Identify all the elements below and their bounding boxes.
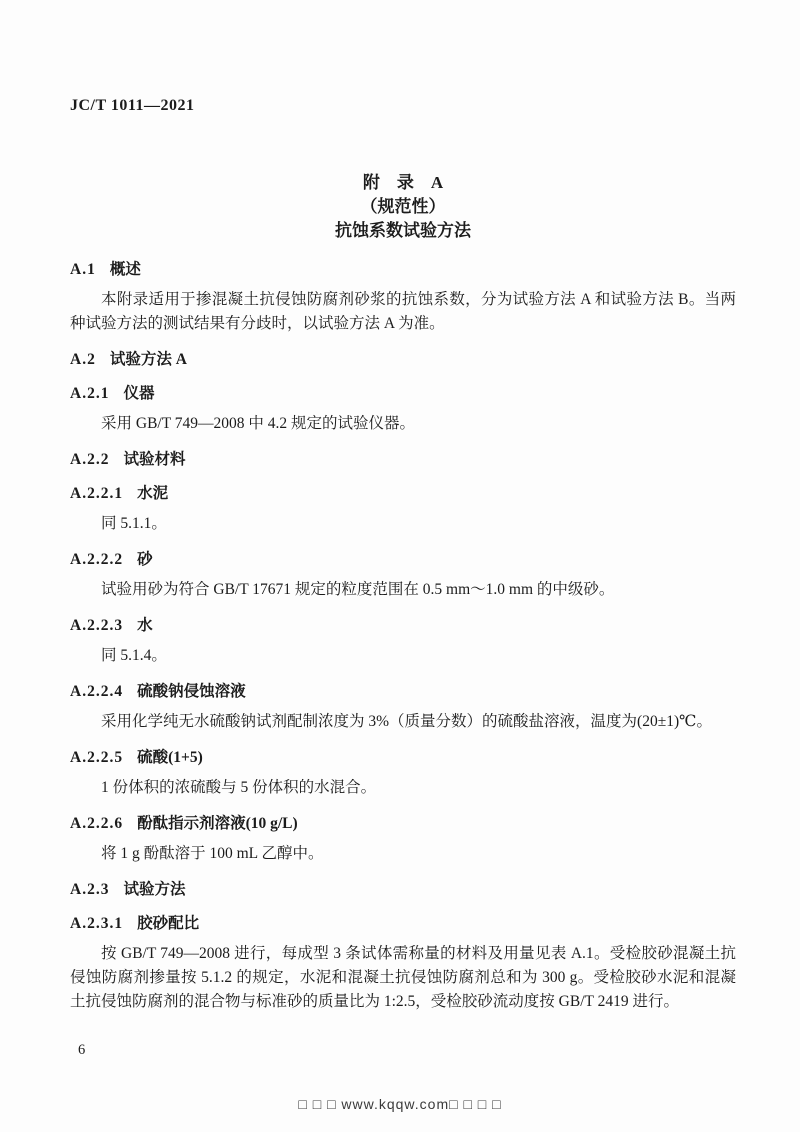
heading-a-2-3 [70, 879, 736, 900]
para-a-2-2-1: 同 5.1.1。 [101, 515, 167, 532]
heading-a-2-2-1 [70, 483, 736, 504]
heading-title: 砂 [137, 551, 153, 568]
heading-number: A.2.2.4 [70, 683, 124, 700]
heading-title: 水泥 [137, 485, 169, 502]
heading-a-2-2-5 [70, 747, 736, 768]
heading-title: 硫酸钠侵蚀溶液 [137, 683, 246, 700]
heading-a-2-2-6 [70, 813, 736, 834]
heading-a-2 [70, 349, 736, 370]
annex-title-line2: （规范性） [360, 197, 446, 216]
heading-number: A.2 [70, 351, 96, 368]
heading-number: A.2.1 [70, 385, 110, 402]
heading-title: 概述 [109, 261, 141, 278]
heading-number: A.2.2.3 [70, 617, 124, 634]
heading-a-2-2-3 [70, 615, 736, 636]
heading-title: 水 [137, 617, 153, 634]
doc-number: JC/T 1011—2021 [70, 97, 195, 114]
annex-title-line1: 附 录 A [362, 173, 444, 192]
heading-number: A.2.3.1 [70, 915, 124, 932]
heading-number: A.1 [70, 261, 96, 278]
heading-a-2-2-4 [70, 681, 736, 702]
para-a-2-2-3: 同 5.1.4。 [101, 647, 167, 664]
heading-number: A.2.2 [70, 451, 110, 468]
heading-title: 试验方法 [123, 881, 186, 898]
heading-a-2-1 [70, 383, 736, 404]
para-a-2-2-5: 1 份体积的浓硫酸与 5 份体积的水混合。 [101, 779, 377, 796]
heading-a-2-2 [70, 449, 736, 470]
heading-number: A.2.2.6 [70, 815, 124, 832]
heading-number: A.2.2.1 [70, 485, 124, 502]
page-number: 6 [78, 1042, 86, 1058]
para-a-2-2-2: 试验用砂为符合 GB/T 17671 规定的粒度范围在 0.5 mm～1.0 mm 的中级砂。 [101, 581, 615, 598]
annex-title-line3: 抗蚀系数试验方法 [335, 221, 471, 240]
heading-number: A.2.3 [70, 881, 110, 898]
para-a-2-2-4: 采用化学纯无水硫酸钠试剂配制浓度为 3%（质量分数）的硫酸盐溶液，温度为(20±1)℃。 [101, 713, 712, 730]
heading-title: 硫酸(1+5) [137, 749, 203, 766]
heading-title: 酚酞指示剂溶液(10 g/L) [137, 815, 298, 832]
heading-a-1 [70, 259, 736, 280]
heading-title: 仪器 [123, 385, 155, 402]
para-a-2-3-1: 按 GB/T 749—2008 进行，每成型 3 条试体需称量的材料及用量见表 A.1。受检胶砂混凝土抗侵蚀防腐剂掺量按 5.1.2 的规定，水泥和混凝土抗侵蚀防腐剂总和为 300 g。受检胶砂水泥和混凝土抗侵蚀防腐剂的混合物与标准砂的质量比为 1:2.5，受检胶砂流动度按 GB/T 2419 进行。 [70, 945, 736, 1010]
para-a-2-2-6: 将 1 g 酚酞溶于 100 mL 乙醇中。 [101, 845, 324, 862]
heading-a-2-2-2 [70, 549, 736, 570]
heading-number: A.2.2.5 [70, 749, 124, 766]
annex-title-block [70, 171, 736, 243]
para-overview: 本附录适用于掺混凝土抗侵蚀防腐剂砂浆的抗蚀系数，分为试验方法 A 和试验方法 B。当两种试验方法的测试结果有分歧时，以试验方法 A 为准。 [70, 291, 736, 332]
heading-title: 试验材料 [123, 451, 186, 468]
heading-number: A.2.2.2 [70, 551, 124, 568]
heading-title: 胶砂配比 [137, 915, 200, 932]
para-a-2-1: 采用 GB/T 749—2008 中 4.2 规定的试验仪器。 [101, 415, 416, 432]
watermark-text: □ □ □ www.kqqw.com□ □ □ □ [298, 1096, 502, 1112]
heading-a-2-3-1 [70, 913, 736, 934]
heading-title: 试验方法 A [109, 351, 187, 368]
